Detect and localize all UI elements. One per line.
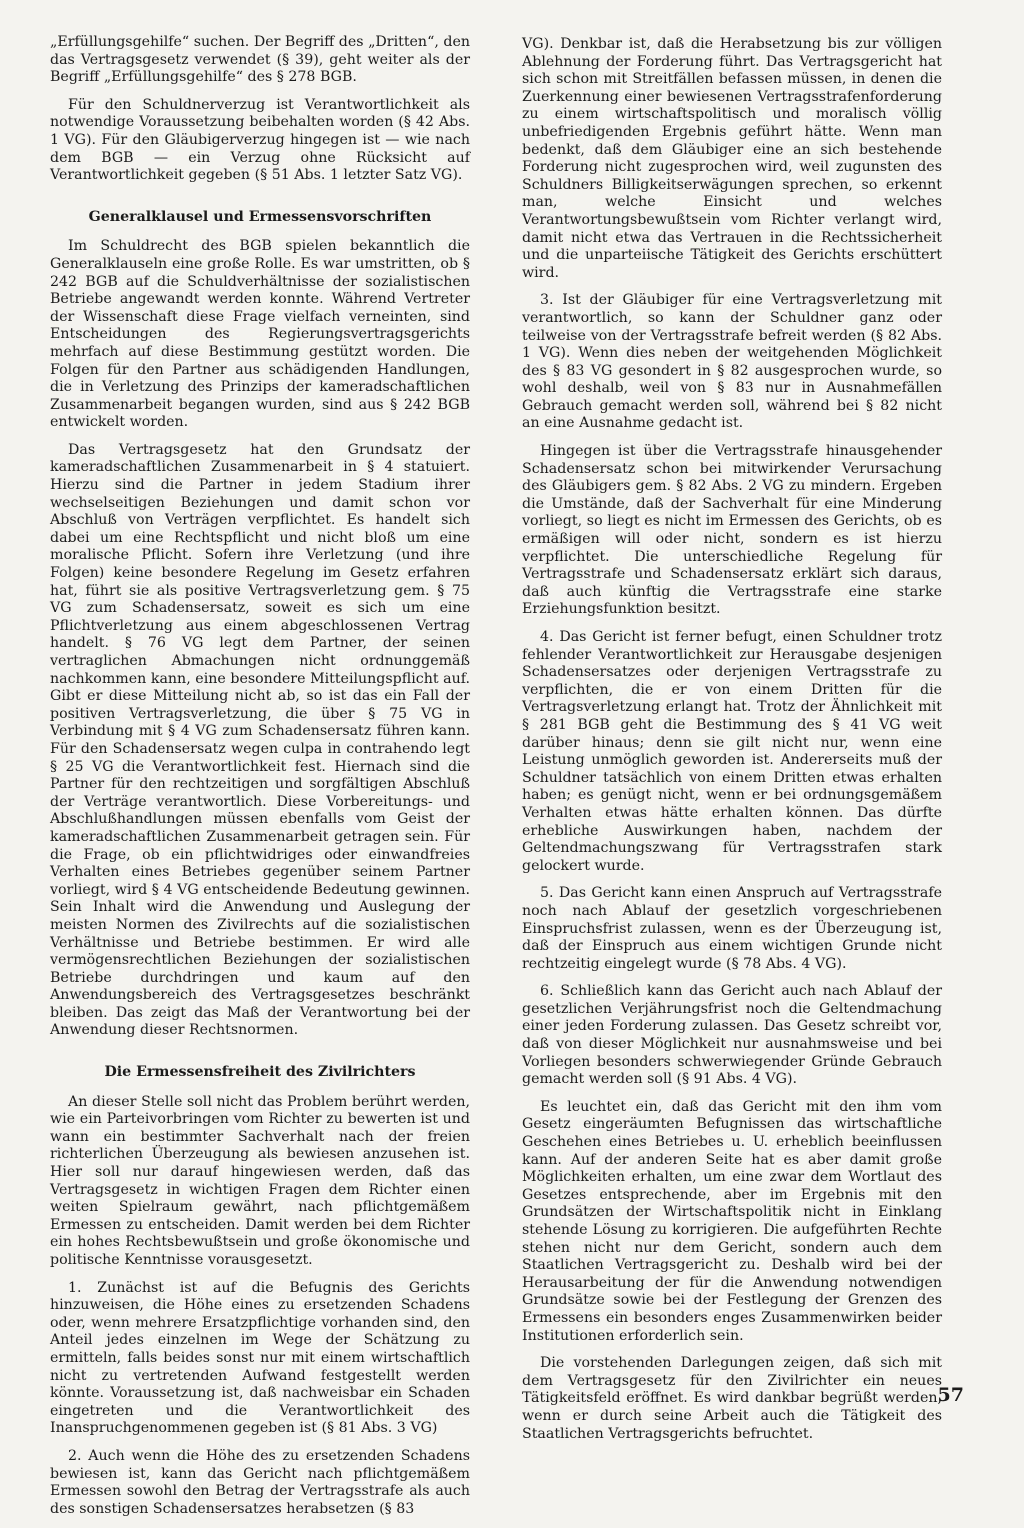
right-column <box>522 36 942 1453</box>
section-heading: Generalklausel und Ermessensvorschriften <box>88 208 432 225</box>
page-number: 57 <box>937 1384 964 1406</box>
paragraph: VG). Denkbar ist, daß die Herabsetzung bis zur völligen Ablehnung der Forderung führt. Das Vertragsgericht hat sich schon mit Streitfällen befassen müssen, in denen die Zuerkennung einer bewiesenen Vertragsstrafenforderung zu einem wirtschaftspolitisch und moralisch völlig unbefriedigenden Ergebnis geführt hätte. Wenn man bedenkt, daß dem Gläubiger eine an sich bestehende Forderung nicht zugesprochen wird, weil zugunsten des Schuldners Billigkeitserwägungen sprechen, so erkennt man, welche Einsicht und welches Verantwortungsbewußtsein vom Richter verlangt wird, damit nicht etwa das Vertrauen in die Rechtssicherheit und die unparteiische Tätigkeit des Gerichts erschüttert wird. <box>522 36 942 281</box>
paragraph: 5. Das Gericht kann einen Anspruch auf Vertragsstrafe noch nach Ablauf der gesetzlich vorgeschriebenen Einspruchsfrist zulassen, wenn es der Überzeugung ist, daß der Einspruch aus einem wichtigen Grunde nicht rechtzeitig eingelegt wurde (§ 78 Abs. 4 VG). <box>522 885 942 972</box>
left-column <box>50 34 470 1528</box>
paragraph: Für den Schuldnerverzug ist Verantwortlichkeit als notwendige Voraussetzung beibehalten worden (§ 42 Abs. 1 VG). Für den Gläubigerverzug hingegen ist — wie nach dem BGB — ein Verzug ohne Rücksicht auf Verantwortlichkeit gegeben (§ 51 Abs. 1 letzter Satz VG). <box>50 96 470 184</box>
paragraph: Das Vertragsgesetz hat den Grundsatz der kameradschaftlichen Zusammenarbeit in § 4 statuiert. Hierzu sind die Partner in jedem Stadium ihrer wechselseitigen Beziehungen und damit schon vor Abschluß von Verträgen verpflichtet. Es handelt sich dabei um eine Rechtspflicht und nicht bloß um eine moralische Pflicht. Sofern ihre Verletzung (und ihre Folgen) keine besondere Regelung im Gesetz erfahren hat, führt sie als positive Vertragsverletzung gem. § 75 VG zum Schadensersatz, soweit es sich um eine Pflichtverletzung aus einem abgeschlossenen Vertrag handelt. § 76 VG legt dem Partner, der seinen vertraglichen Abmachungen nicht ordnunggemäß nachkommen kann, eine besondere Mitteilungspflicht auf. Gibt er diese Mitteilung nicht ab, so ist das ein Fall der positiven Vertragsverletzung, die über § 75 VG in Verbindung mit § 4 VG zum Schadensersatz führen kann. Für den Schadensersatz wegen culpa in contrahendo legt § 25 VG die Verantwortlichkeit fest. Hiernach sind die Partner für den rechtzeitigen und sorgfältigen Abschluß der Verträge verantwortlich. Diese Vorbereitungs- und Abschlußhandlungen müssen ebenfalls vom Geist der kameradschaftlichen Zusammenarbeit getragen sein. Für die Frage, ob ein pflichtwidriges oder einwandfreies Verhalten eines Betriebes gegenüber seinem Partner vorliegt, wird § 4 VG entscheidende Bedeutung gewinnen. Sein Inhalt wird die Anwendung und Auslegung der meisten Normen des Zivilrechts auf die sozialistischen Verhältnisse und Betriebe bestimmen. Er wird alle vermögensrechtlichen Beziehungen der sozialistischen Betriebe durchdringen und kaum auf den Anwendungsbereich des Vertragsgesetzes beschränkt bleiben. Das zeigt das Maß der Verantwortung bei der Anwendung dieser Rechtsnormen. <box>50 441 470 1039</box>
paragraph: „Erfüllungsgehilfe“ suchen. Der Begriff des „Dritten“, den das Vertragsgesetz verwendet (§ 39), geht weiter als der Begriff „Erfüllungsgehilfe“ des § 278 BGB. <box>50 34 470 86</box>
paragraph: 4. Das Gericht ist ferner befugt, einen Schuldner trotz fehlender Verantwortlichkeit zur Herausgabe desjenigen Schadensersatzes oder derjenigen Vertragsstrafe zu verpflichten, die er von einem Dritten für die Vertragsverletzung erlangt hat. Trotz der Ähnlichkeit mit § 281 BGB geht die Bestimmung des § 41 VG weit darüber hinaus; denn sie gilt nicht nur, wenn eine Leistung unmöglich geworden ist. Andererseits muß der Schuldner tatsächlich von einem Dritten etwas erhalten haben; es genügt nicht, wenn er bei ordnungsgemäßem Verhalten etwas hätte erhalten können. Das dürfte erhebliche Auswirkungen haben, nachdem der Geltendmachungszwang für Vertragsstrafen stark gelockert wurde. <box>522 629 942 874</box>
paragraph: 3. Ist der Gläubiger für eine Vertragsverletzung mit verantwortlich, so kann der Schuldner ganz oder teilweise von der Vertragsstrafe befreit werden (§ 82 Abs. 1 VG). Wenn dies neben der weitgehenden Möglichkeit des § 83 VG gesondert in § 82 ausgesprochen wurde, so wohl deshalb, weil von § 83 nur in Ausnahmefällen Gebrauch gemacht werden soll, während bei § 82 nicht an eine Ausnahme gedacht ist. <box>522 292 942 432</box>
paragraph: 2. Auch wenn die Höhe des zu ersetzenden Schadens bewiesen ist, kann das Gericht nach pflichtgemäßem Ermessen sowohl den Betrag der Vertragsstrafe als auch des sonstigen Schadensersatzes herabsetzen (§ 83 <box>50 1447 470 1517</box>
section-heading: Die Ermessensfreiheit des Zivilrichters <box>104 1064 416 1081</box>
paragraph: Hingegen ist über die Vertragsstrafe hinausgehender Schadensersatz schon bei mitwirkender Verursachung des Gläubigers gem. § 82 Abs. 2 VG zu mindern. Ergeben die Umstände, daß der Sachverhalt für eine Minderung vorliegt, so liegt es nicht im Ermessen des Gerichts, ob es ermäßigen will oder nicht, sondern es ist hierzu verpflichtet. Die unterschiedliche Regelung für Vertragsstrafe und Schadensersatz erklärt sich daraus, daß auch künftig die Vertragsstrafe eine starke Erziehungsfunktion besitzt. <box>522 443 942 618</box>
paragraph: Im Schuldrecht des BGB spielen bekanntlich die Generalklauseln eine große Rolle. Es war umstritten, ob § 242 BGB auf die Schuldverhältnisse der sozialistischen Betriebe angewandt werden konnte. Während Vertreter der Wissenschaft diese Frage vielfach verneinten, sind Entscheidungen des Regierungsvertragsgerichts mehrfach auf diese Bestimmung gestützt worden. Die Folgen für den Partner aus schädigenden Handlungen, die in Verletzung des Prinzips der kameradschaftlichen Zusammenarbeit begangen wurden, sind aus § 242 BGB entwickelt worden. <box>50 238 470 431</box>
paragraph: Die vorstehenden Darlegungen zeigen, daß sich mit dem Vertragsgesetz für den Zivilrichter ein neues Tätigkeitsfeld eröffnet. Es wird dankbar begrüßt werden, wenn er durch seine Arbeit auch die Tätigkeit des Staatlichen Vertragsgerichts befruchtet. <box>522 1355 942 1442</box>
paragraph: An dieser Stelle soll nicht das Problem berührt werden, wie ein Parteivorbringen vom Richter zu bewerten ist und wann ein bestimmter Sachverhalt nach der freien richterlichen Überzeugung als bewiesen anzusehen ist. Hier soll nur darauf hingewiesen werden, daß das Vertragsgesetz in wichtigen Fragen dem Richter einen weiten Spielraum gewährt, nach pflichtgemäßem Ermessen zu entscheiden. Damit werden bei dem Richter ein hohes Rechtsbewußtsein und große ökonomische und politische Kenntnisse vorausgesetzt. <box>50 1093 470 1268</box>
paragraph: Es leuchtet ein, daß das Gericht mit den ihm vom Gesetz eingeräumten Befugnissen das wirtschaftliche Geschehen eines Betriebes u. U. erheblich beeinflussen kann. Auf der anderen Seite hat es aber damit große Möglichkeiten erhalten, um eine zwar dem Wortlaut des Gesetzes entsprechende, aber im Ergebnis mit den Grundsätzen der Wirtschaftspolitik nicht in Einklang stehende Lösung zu korrigieren. Die aufgeführten Rechte stehen nicht nur dem Gericht, sondern auch dem Staatlichen Vertragsgericht zu. Deshalb wird bei der Herausarbeitung der für die Anwendung notwendigen Grundsätze sowie bei der Festlegung der Grenzen des Ermessens ein besonders enges Zusammenwirken beider Institutionen erforderlich sein. <box>522 1098 942 1344</box>
paragraph: 6. Schließlich kann das Gericht auch nach Ablauf der gesetzlichen Verjährungsfrist noch die Geltendmachung einer jeden Forderung zulassen. Das Gesetz schreibt vor, daß von dieser Möglichkeit nur ausnahmsweise und bei Vorliegen besonders schwerwiegender Gründe Gebrauch gemacht werden soll (§ 91 Abs. 4 VG). <box>522 983 942 1088</box>
paragraph: 1. Zunächst ist auf die Befugnis des Gerichts hinzuweisen, die Höhe eines zu ersetzenden Schadens oder, wenn mehrere Ersatzpflichtige vorhanden sind, den Anteil jedes einzelnen im Wege der Schätzung zu ermitteln, falls beides sonst nur mit einem wirtschaftlich nicht zu vertretenden Aufwand festgestellt werden könnte. Voraussetzung ist, daß nachweisbar ein Schaden eingetreten und die Verantwortlichkeit des Inanspruchgenommenen gegeben ist (§ 81 Abs. 3 VG) <box>50 1279 470 1437</box>
